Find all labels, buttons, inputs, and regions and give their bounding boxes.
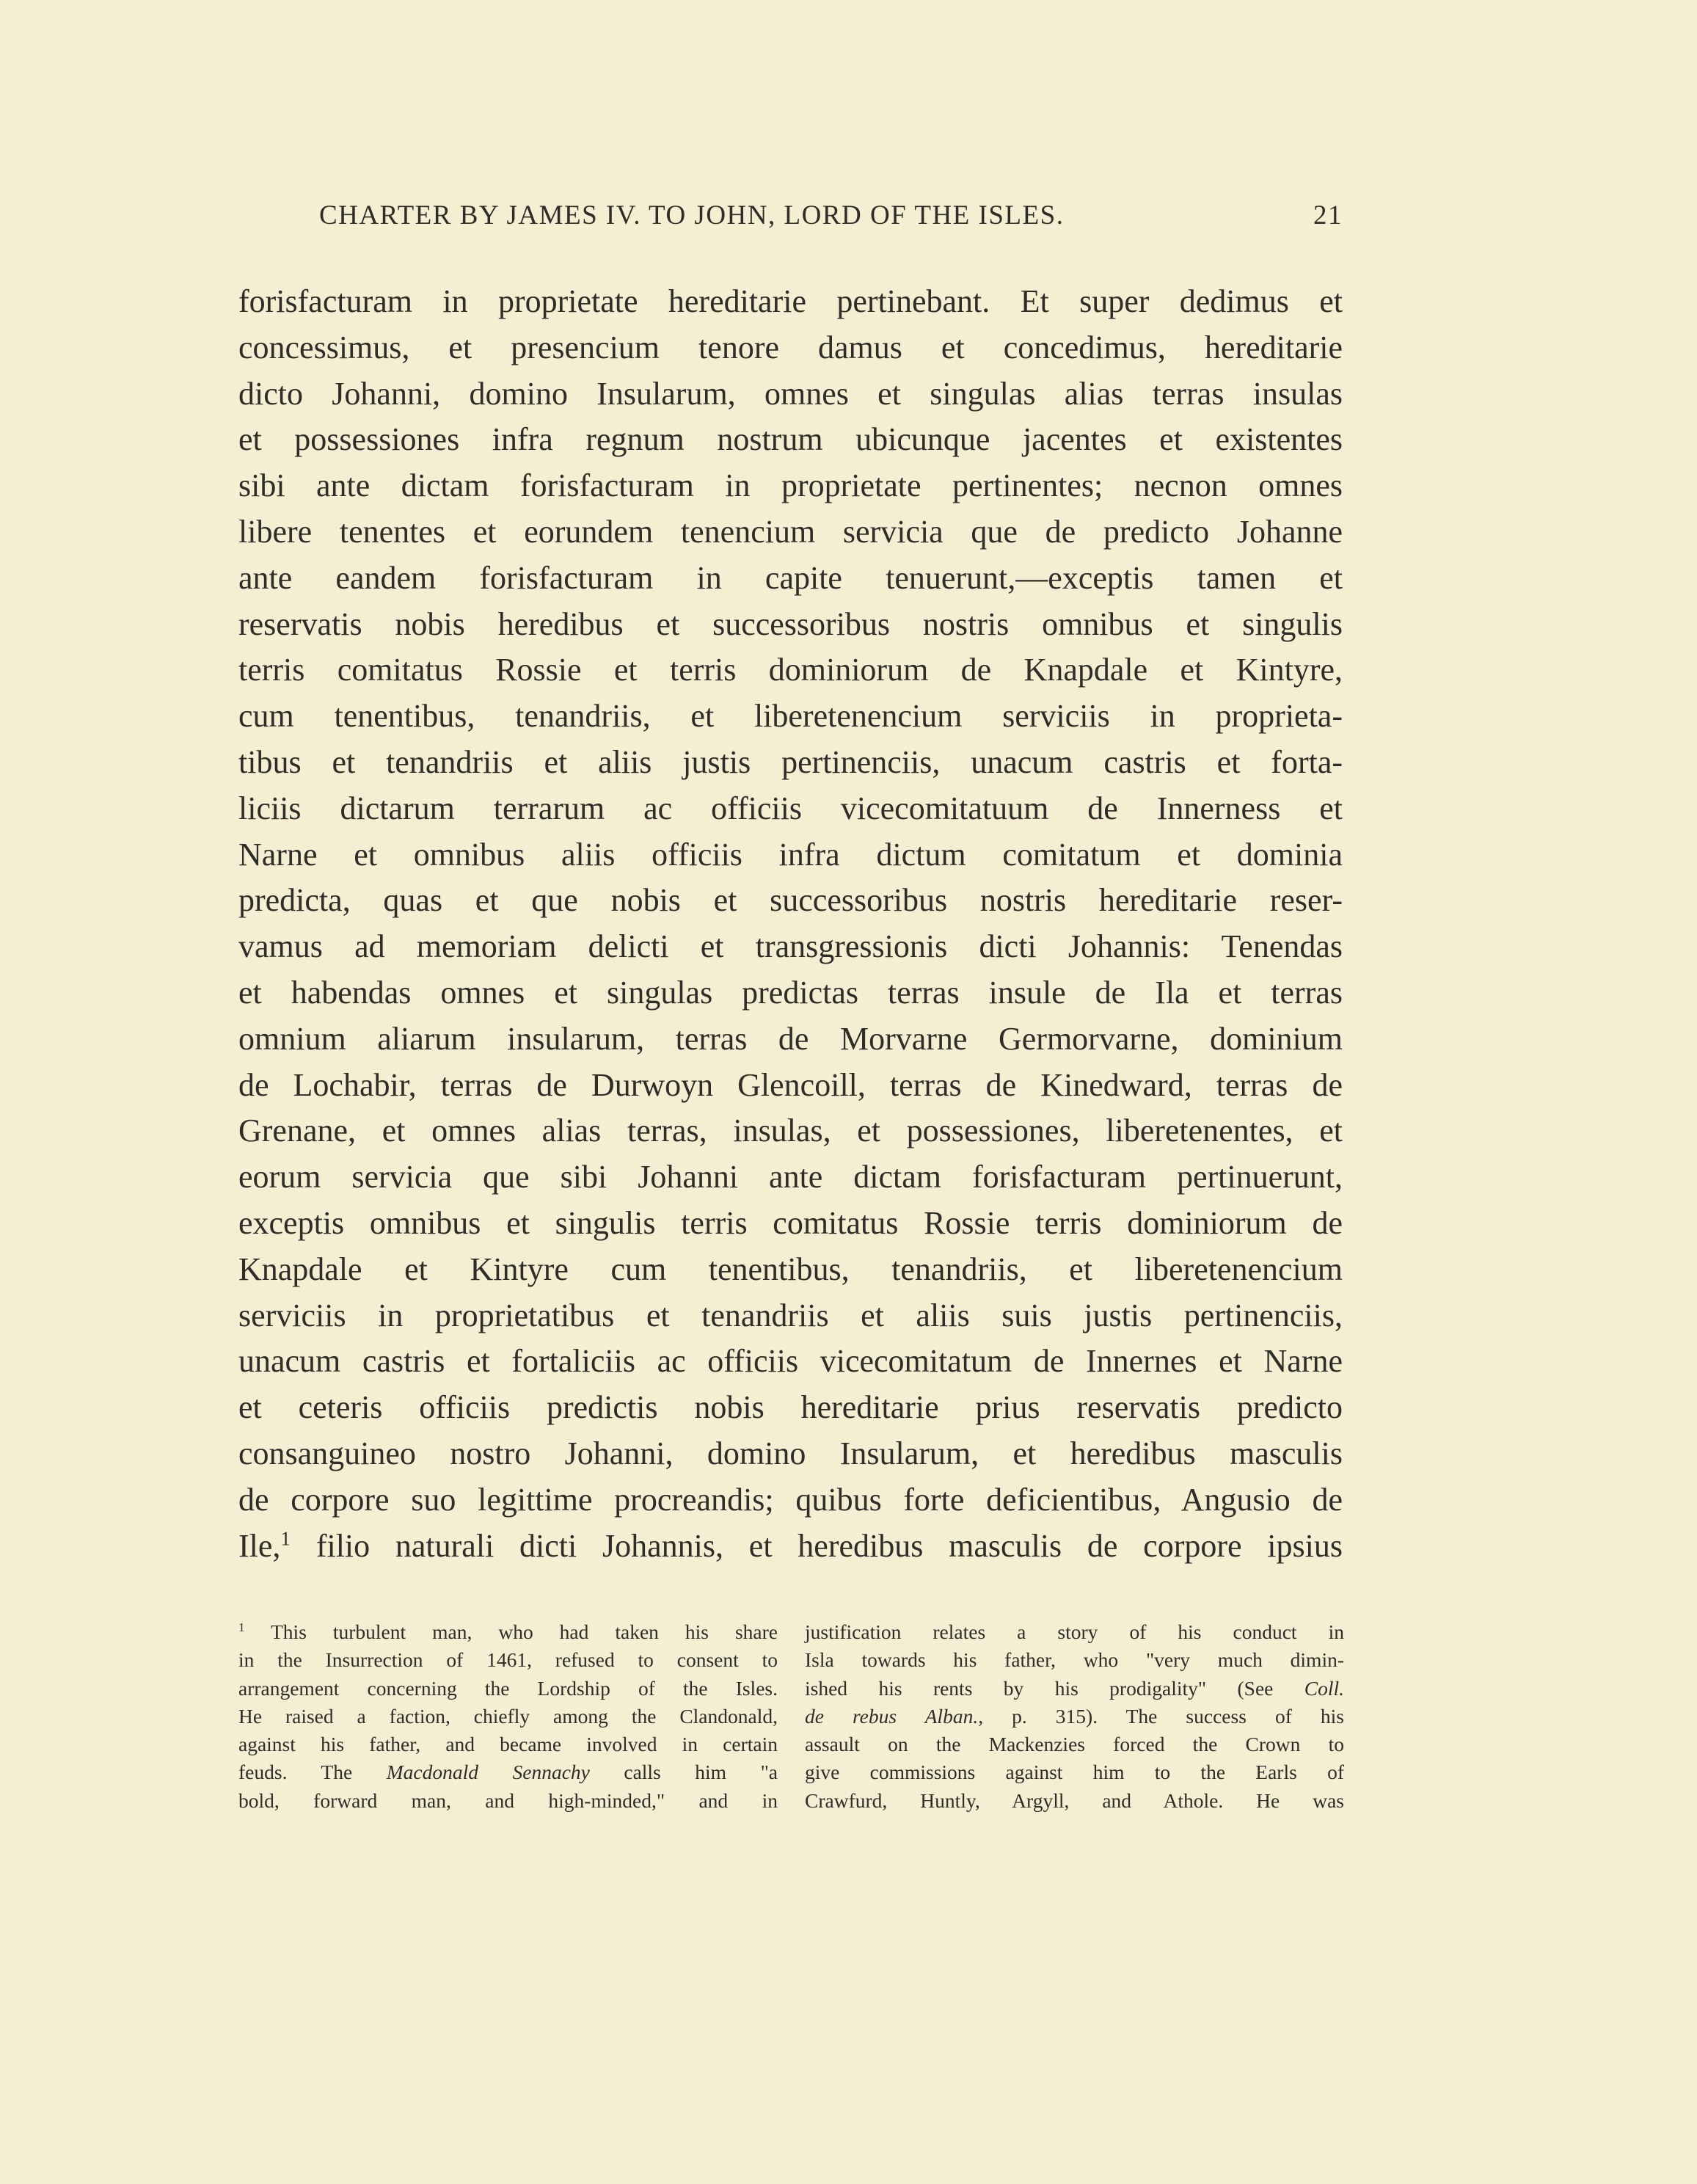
body-line: et ceteris officiis predictis nobis hereditarie prius reservatis predicto bbox=[238, 1389, 1343, 1426]
footnote-line bbox=[238, 1730, 778, 1758]
body-line: exceptis omnibus et singulis terris comitatus Rossie terris dominiorum de bbox=[238, 1204, 1343, 1241]
footnote-text: This turbulent man, who had taken his share bbox=[271, 1620, 778, 1643]
footnote-text: Isla towards his father, who "very much dimin- bbox=[805, 1648, 1344, 1672]
footnote-line bbox=[238, 1618, 778, 1646]
footnote-text: justification relates a story of his conduct in bbox=[805, 1620, 1344, 1643]
body-line: tibus et tenandriis et aliis justis pertinenciis, unacum castris et forta- bbox=[238, 743, 1343, 780]
body-line: unacum castris et fortaliciis ac officiis vicecomitatum de Innernes et Narne bbox=[238, 1343, 1343, 1380]
footnote-line bbox=[238, 1646, 778, 1674]
body-line: consanguineo nostro Johanni, domino Insularum, et heredibus masculis bbox=[238, 1435, 1343, 1471]
body-line: liciis dictarum terrarum ac officiis vicecomitatuum de Innerness et bbox=[238, 790, 1343, 826]
footnote-column-right bbox=[805, 1618, 1344, 1815]
body-line: concessimus, et presencium tenore damus et concedimus, hereditarie bbox=[238, 329, 1343, 365]
body-line: Knapdale et Kintyre cum tenentibus, tenandriis, et liberetenencium bbox=[238, 1251, 1343, 1287]
footnote-marker: 1 bbox=[238, 1620, 245, 1634]
body-line: terris comitatus Rossie et terris dominiorum de Knapdale et Kintyre, bbox=[238, 652, 1343, 688]
footnote-text: against his father, and became involved in certain bbox=[238, 1733, 778, 1756]
body-line bbox=[238, 1524, 1343, 1570]
footnote-text: He raised a faction, chiefly among the Clandonald, bbox=[238, 1704, 778, 1728]
footnote-line bbox=[238, 1675, 778, 1703]
body-line-text: Ile, bbox=[238, 1527, 281, 1564]
running-head-title: CHARTER BY JAMES IV. TO JOHN, LORD OF THE ISLES. bbox=[319, 200, 1065, 230]
body-line: ante eandem forisfacturam in capite tenuerunt,—exceptis tamen et bbox=[238, 559, 1343, 596]
body-line: Narne et omnibus aliis officiis infra dictum comitatum et dominia bbox=[238, 836, 1343, 873]
body-line: vamus ad memoriam delicti et transgressionis dicti Johannis: Tenendas bbox=[238, 928, 1343, 965]
body-line: eorum servicia que sibi Johanni ante dictam forisfacturam pertinuerunt, bbox=[238, 1159, 1343, 1195]
footnote-line bbox=[805, 1703, 1344, 1730]
footnote-column-left bbox=[238, 1618, 778, 1815]
body-line: sibi ante dictam forisfacturam in proprietate pertinentes; necnon omnes bbox=[238, 467, 1343, 504]
footnote-text: Crawfurd, Huntly, Argyll, and Athole. He was bbox=[805, 1788, 1344, 1812]
body-line: cum tenentibus, tenandriis, et liberetenencium serviciis in proprieta- bbox=[238, 698, 1343, 735]
footnote-text: bold, forward man, and high-minded," and in bbox=[238, 1788, 778, 1812]
footnote-citation: de rebus Alban. bbox=[805, 1704, 979, 1728]
footnote-line bbox=[805, 1618, 1344, 1646]
footnote-text: , p. 315). The success of his bbox=[978, 1704, 1344, 1728]
footnote-line bbox=[805, 1675, 1344, 1703]
footnote-line bbox=[238, 1703, 778, 1730]
body-line: reservatis nobis heredibus et successoribus nostris omnibus et singulis bbox=[238, 605, 1343, 642]
body-line: Grenane, et omnes alias terras, insulas, et possessiones, liberetenentes, et bbox=[238, 1113, 1343, 1149]
body-line: omnium aliarum insularum, terras de Morvarne Germorvarne, dominium bbox=[238, 1020, 1343, 1057]
body-line: et possessiones infra regnum nostrum ubicunque jacentes et existentes bbox=[238, 421, 1343, 458]
main-text-block bbox=[238, 279, 1343, 1569]
footnote-reference: 1 bbox=[280, 1526, 291, 1549]
body-line: et habendas omnes et singulas predictas terras insule de Ila et terras bbox=[238, 974, 1343, 1011]
footnote-citation: Macdonald Sennachy bbox=[386, 1761, 590, 1784]
footnote-line bbox=[805, 1758, 1344, 1786]
body-line: dicto Johanni, domino Insularum, omnes et singulas alias terras insulas bbox=[238, 375, 1343, 412]
body-line-text: filio naturali dicti Johannis, et heredibus masculis de corpore ipsius bbox=[291, 1527, 1343, 1564]
footnote-citation: Coll. bbox=[1304, 1676, 1344, 1700]
footnote-text: give commissions against him to the Earls of bbox=[805, 1761, 1344, 1784]
body-line: predicta, quas et que nobis et successoribus nostris hereditarie reser- bbox=[238, 882, 1343, 919]
footnote-text: feuds. The bbox=[238, 1761, 387, 1784]
body-line: de corpore suo legittime procreandis; quibus forte deficientibus, Angusio de bbox=[238, 1481, 1343, 1518]
footnote-text: arrangement concerning the Lordship of the Isles. bbox=[238, 1676, 778, 1700]
footnote-text: calls him "a bbox=[589, 1761, 778, 1784]
footnote-text: assault on the Mackenzies forced the Crown to bbox=[805, 1733, 1344, 1756]
body-line: de Lochabir, terras de Durwoyn Glencoill, terras de Kinedward, terras de bbox=[238, 1066, 1343, 1103]
footnote-line bbox=[238, 1758, 778, 1786]
page-number: 21 bbox=[1313, 200, 1343, 230]
footnote-line bbox=[805, 1730, 1344, 1758]
footnote-line bbox=[805, 1787, 1344, 1815]
body-line: libere tenentes et eorundem tenencium servicia que de predicto Johanne bbox=[238, 513, 1343, 550]
footnote-text: in the Insurrection of 1461, refused to consent to bbox=[238, 1648, 778, 1672]
body-line: serviciis in proprietatibus et tenandriis et aliis suis justis pertinenciis, bbox=[238, 1297, 1343, 1333]
body-line: forisfacturam in proprietate hereditarie pertinebant. Et super dedimus et bbox=[238, 283, 1343, 319]
footnote-line bbox=[238, 1787, 778, 1815]
footnote-line bbox=[805, 1646, 1344, 1674]
footnote-text: ished his rents by his prodigality" (See bbox=[805, 1676, 1304, 1700]
